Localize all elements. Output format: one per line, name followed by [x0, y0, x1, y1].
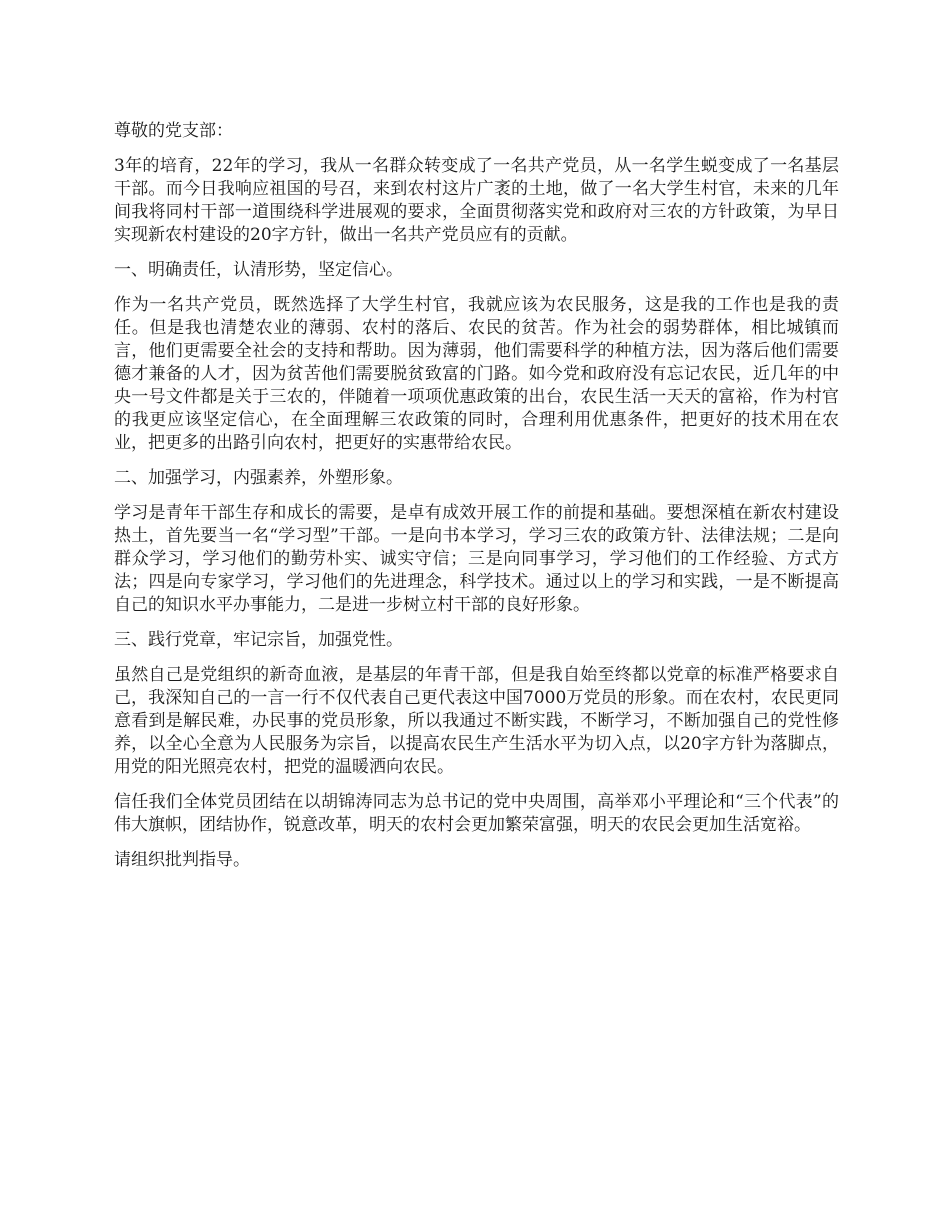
paragraph-conclusion: 信任我们全体党员团结在以胡锦涛同志为总书记的党中央周围，高举邓小平理论和“三个代表”的伟大旗帜，团结协作，锐意改革，明天的农村会更加繁荣富强，明天的农民会更加生活宽裕。 — [114, 792, 839, 835]
section-heading-1: 一、明确责任，认清形势，坚定信心。 — [114, 260, 403, 280]
paragraph-section-3: 虽然自己是党组织的新奇血液，是基层的年青干部，但是我自始至终都以党章的标准严格要求自己，我深知自己的一言一行不仅代表自己更代表这中国7000万党员的形象。而在农村，农民更同意看到是解民难，办民事的党员形象，所以我通过不断实践，不断学习，不断加强自己的党性修养，以全心全意为人民服务为宗旨，以提高农民生产生活水平为切入点，以20字方针为落脚点，用党的阳光照亮农村，把党的温暖洒向农民。 — [114, 665, 839, 777]
closing-line: 请组织批判指导。 — [114, 850, 250, 870]
letter-body — [114, 120, 839, 884]
paragraph-section-2: 学习是青年干部生存和成长的需要，是卓有成效开展工作的前提和基础。要想深植在新农村建设热土，首先要当一名“学习型”干部。一是向书本学习，学习三农的政策方针、法律法规；二是向群众学习，学习他们的勤劳朴实、诚实守信；三是向同事学习，学习他们的工作经验、方式方法；四是向专家学习，学习他们的先进理念，科学技术。通过以上的学习和实践，一是不断提高自己的知识水平办事能力，二是进一步树立村干部的良好形象。 — [114, 503, 839, 615]
salutation: 尊敬的党支部： — [114, 121, 233, 141]
paragraph-intro: 3年的培育，22年的学习，我从一名群众转变成了一名共产党员，从一名学生蜕变成了一名基层干部。而今日我响应祖国的号召，来到农村这片广袤的土地，做了一名大学生村官，未来的几年间我将同村干部一道围绕科学进展观的要求，全面贯彻落实党和政府对三农的方针政策，为早日实现新农村建设的20字方针，做出一名共产党员应有的贡献。 — [114, 156, 839, 245]
section-heading-3: 三、践行党章，牢记宗旨，加强党性。 — [114, 630, 403, 650]
paragraph-section-1: 作为一名共产党员，既然选择了大学生村官，我就应该为农民服务，这是我的工作也是我的责任。但是我也清楚农业的薄弱、农村的落后、农民的贫苦。作为社会的弱势群体，相比城镇而言，他们更需要全社会的支持和帮助。因为薄弱，他们需要科学的种植方法，因为落后他们需要德才兼备的人才，因为贫苦他们需要脱贫致富的门路。如今党和政府没有忘记农民，近几年的中央一号文件都是关于三农的，伴随着一项项优惠政策的出台，农民生活一天天的富裕，作为村官的我更应该坚定信心，在全面理解三农政策的同时，合理利用优惠条件，把更好的技术用在农业，把更多的出路引向农村，把更好的实惠带给农民。 — [114, 295, 839, 453]
section-heading-2: 二、加强学习，内强素养，外塑形象。 — [114, 468, 403, 488]
